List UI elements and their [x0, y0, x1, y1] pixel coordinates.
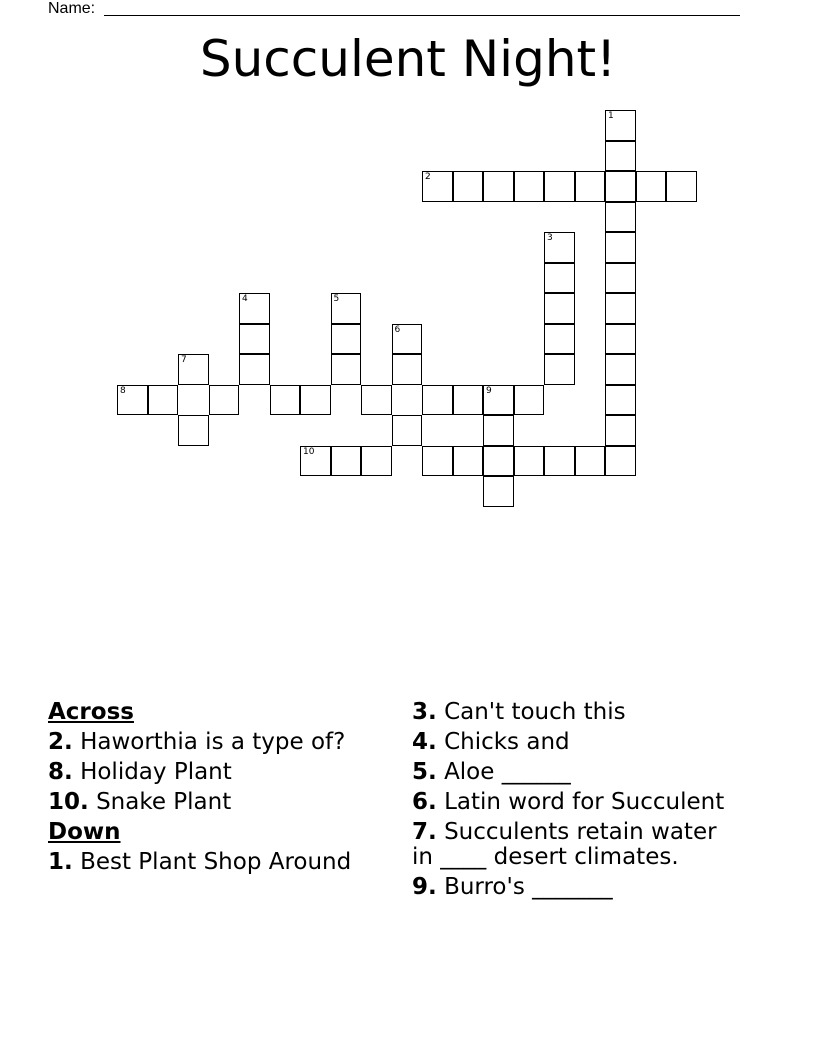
crossword-cell[interactable]	[422, 171, 453, 202]
crossword-cell[interactable]	[483, 385, 514, 416]
crossword-cell[interactable]	[422, 446, 453, 477]
clue-text: Succulents retain water in ____ desert climates.	[412, 819, 717, 870]
crossword-cell[interactable]	[636, 171, 667, 202]
crossword-cell[interactable]	[392, 354, 423, 385]
crossword-cell[interactable]	[117, 385, 148, 416]
clue-text: Latin word for Succulent	[444, 789, 725, 815]
clue-item	[48, 790, 368, 815]
crossword-cell[interactable]	[239, 293, 270, 324]
crossword-cell[interactable]	[453, 446, 484, 477]
clue-number: 1.	[48, 849, 73, 875]
clue-number-label: 4	[242, 294, 248, 304]
clue-number-label: 10	[303, 446, 315, 457]
crossword-cell[interactable]	[605, 263, 636, 294]
crossword-cell[interactable]	[605, 110, 636, 141]
crossword-cell[interactable]	[544, 293, 575, 324]
crossword-cell[interactable]	[544, 324, 575, 355]
crossword-cell[interactable]	[392, 324, 423, 355]
crossword-cell[interactable]	[331, 293, 362, 324]
clues-right-column	[412, 700, 732, 905]
clue-number: 5.	[412, 759, 437, 785]
clue-text: Can't touch this	[444, 699, 626, 725]
crossword-cell[interactable]	[605, 141, 636, 172]
crossword-cell[interactable]	[605, 293, 636, 324]
page-title: Succulent Night!	[199, 30, 617, 88]
clue-number: 3.	[412, 699, 437, 725]
crossword-cell[interactable]	[544, 232, 575, 263]
crossword-cell[interactable]	[605, 446, 636, 477]
crossword-cell[interactable]	[605, 202, 636, 233]
clue-number: 10.	[48, 789, 89, 815]
crossword-cell[interactable]	[575, 171, 606, 202]
clue-number: 4.	[412, 729, 437, 755]
crossword-cell[interactable]	[239, 354, 270, 385]
crossword-cell[interactable]	[605, 232, 636, 263]
clue-text: Holiday Plant	[80, 759, 232, 785]
clue-number: 9.	[412, 874, 437, 900]
crossword-cell[interactable]	[422, 385, 453, 416]
crossword-cell[interactable]	[544, 263, 575, 294]
crossword-cell[interactable]	[483, 171, 514, 202]
clue-number-label: 9	[486, 385, 492, 396]
clue-item	[48, 730, 368, 755]
clue-number-label: 5	[333, 294, 340, 304]
clue-text: Snake Plant	[96, 789, 232, 815]
crossword-cell[interactable]	[544, 446, 575, 477]
clue-number-label: 8	[120, 385, 126, 396]
crossword-cell[interactable]	[392, 415, 423, 446]
clue-item	[48, 760, 368, 785]
crossword-cell[interactable]	[514, 446, 545, 477]
crossword-cell[interactable]	[209, 385, 240, 416]
crossword-cell[interactable]	[331, 324, 362, 355]
crossword-cell[interactable]	[575, 446, 606, 477]
clue-item	[412, 760, 732, 785]
crossword-cell[interactable]	[544, 171, 575, 202]
crossword-cell[interactable]	[514, 171, 545, 202]
crossword-cell[interactable]	[361, 446, 392, 477]
crossword-cell[interactable]	[239, 324, 270, 355]
clue-number-label: 6	[394, 324, 401, 335]
crossword-cell[interactable]	[605, 324, 636, 355]
clue-text: Haworthia is a type of?	[80, 729, 346, 755]
crossword-cell[interactable]	[270, 385, 301, 416]
crossword-cell[interactable]	[331, 354, 362, 385]
crossword-cell[interactable]	[453, 171, 484, 202]
clue-text: Aloe ______	[444, 759, 571, 785]
name-label: Name:	[48, 0, 96, 17]
clue-item	[412, 820, 732, 870]
clue-number-label: 7	[181, 355, 187, 365]
clues-left-column	[48, 700, 368, 880]
crossword-cell[interactable]	[605, 415, 636, 446]
clue-number-label: 1	[608, 111, 614, 121]
crossword-cell[interactable]	[483, 476, 514, 507]
crossword-cell[interactable]	[605, 385, 636, 416]
clue-text: Best Plant Shop Around	[80, 849, 352, 875]
crossword-cell[interactable]	[605, 171, 636, 202]
clue-number: 2.	[48, 729, 73, 755]
clue-item	[412, 730, 732, 755]
clue-item	[412, 790, 732, 815]
across-heading: Across	[48, 699, 134, 725]
clue-number-label: 2	[425, 172, 431, 182]
crossword-cell[interactable]	[605, 354, 636, 385]
crossword-cell[interactable]	[300, 446, 331, 477]
crossword-cell[interactable]	[148, 385, 179, 416]
clue-item	[412, 700, 732, 725]
clue-item	[48, 850, 368, 875]
crossword-cell[interactable]	[514, 385, 545, 416]
clue-number-label: 3	[547, 233, 553, 243]
clue-number: 6.	[412, 789, 437, 815]
crossword-cell[interactable]	[300, 385, 331, 416]
crossword-cell[interactable]	[483, 415, 514, 446]
crossword-cell[interactable]	[453, 385, 484, 416]
crossword-cell[interactable]	[666, 171, 697, 202]
clue-item	[412, 875, 732, 900]
down-heading: Down	[48, 819, 121, 845]
clue-number: 8.	[48, 759, 73, 785]
crossword-cell[interactable]	[361, 385, 392, 416]
clue-text: Burro's _______	[444, 874, 613, 900]
crossword-cell[interactable]	[178, 415, 209, 446]
crossword-cell[interactable]	[544, 354, 575, 385]
clue-text: Chicks and	[444, 729, 570, 755]
crossword-cell[interactable]	[331, 446, 362, 477]
crossword-cell[interactable]	[178, 354, 209, 385]
clue-number: 7.	[412, 819, 437, 845]
crossword-cell[interactable]	[483, 446, 514, 477]
